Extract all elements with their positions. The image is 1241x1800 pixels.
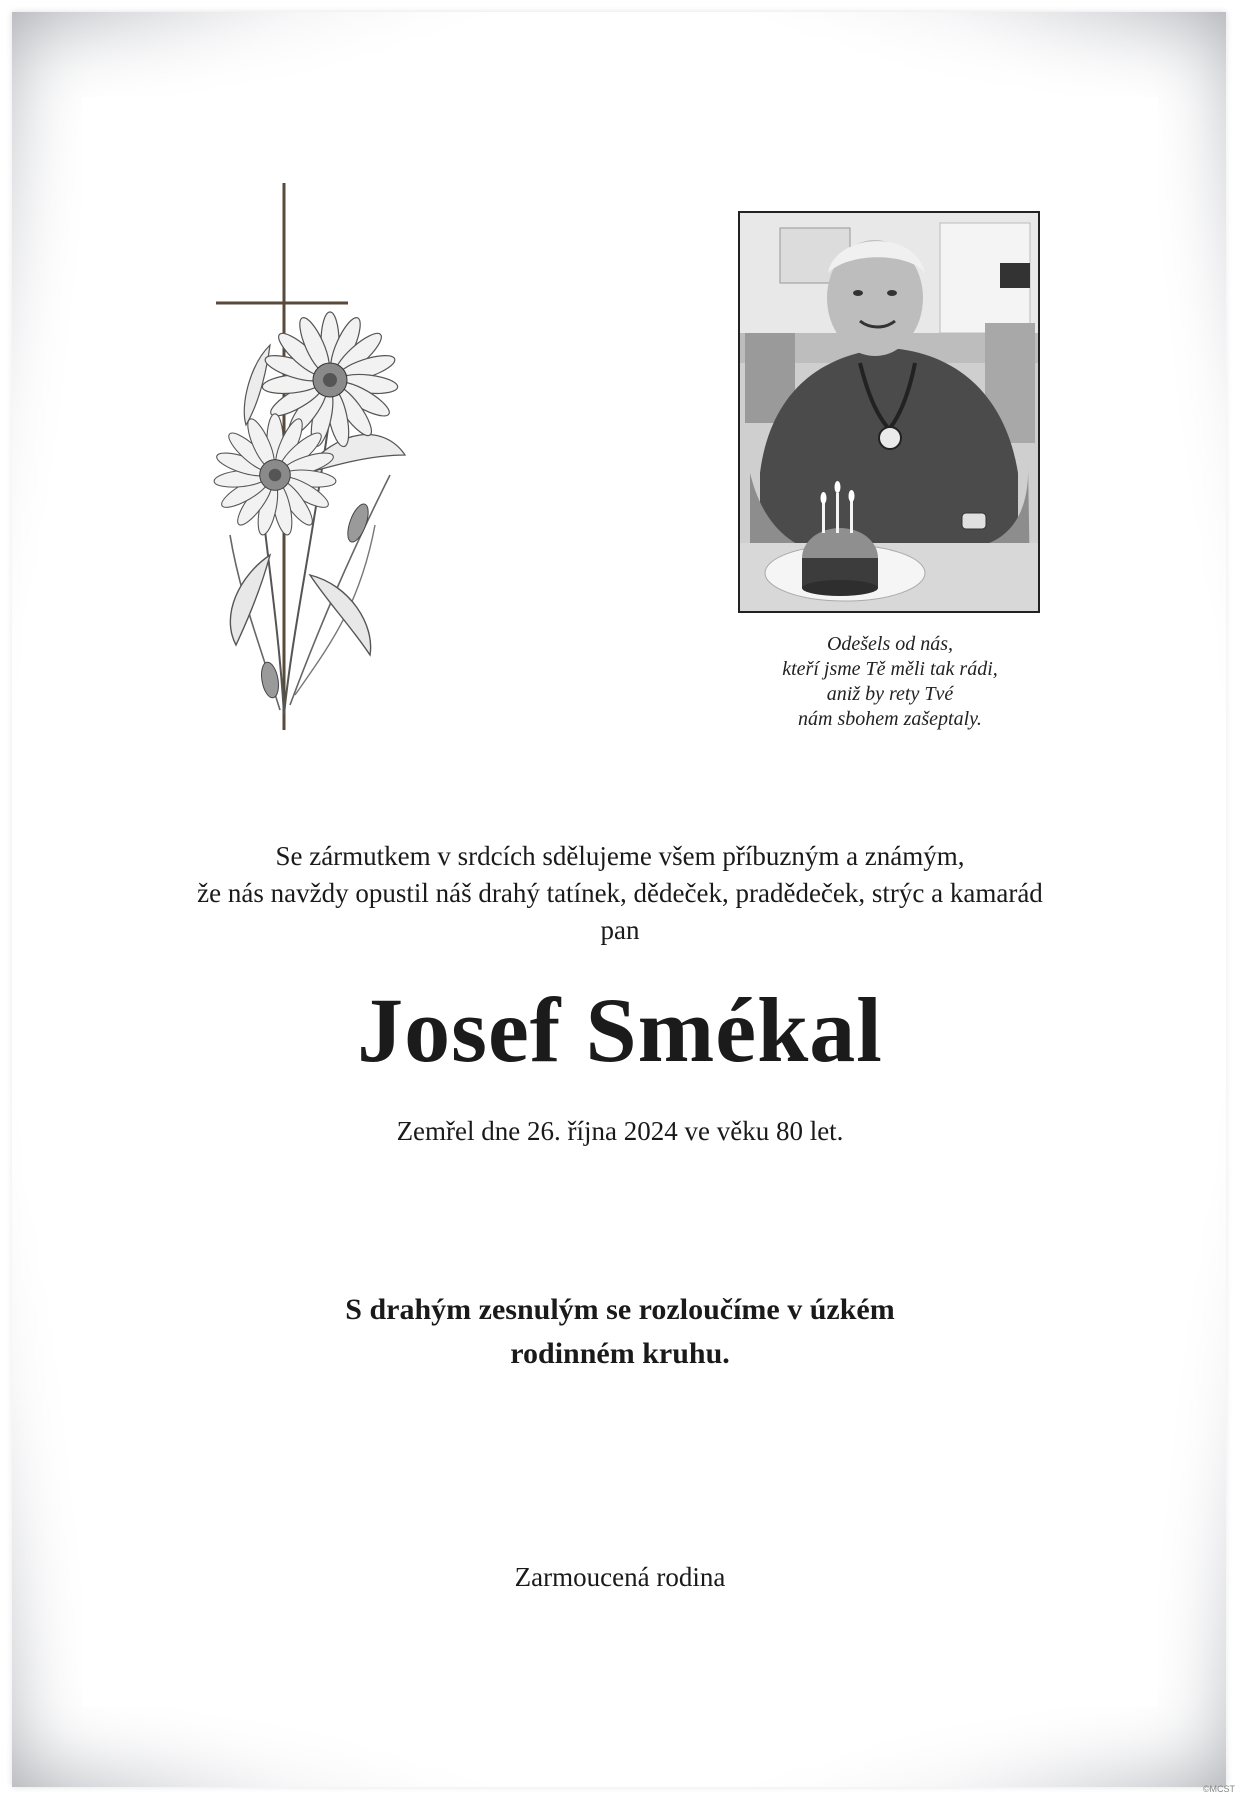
portrait-photo [738,211,1040,613]
farewell-line: S drahým zesnulým se rozloučíme v úzkém [345,1293,895,1326]
announcement-line: Se zármutkem v srdcích sdělujeme všem příbuzným a známým, [275,841,965,871]
announcement-text [120,838,1120,949]
death-note: Zemřel dne 26. října 2024 ve věku 80 let. [396,1116,844,1146]
verse-line: nám sbohem zašeptaly. [798,708,982,730]
watermark: ©MCST [1202,1784,1235,1794]
verse-line: kteří jsme Tě měli tak rádi, [782,658,998,680]
verse-line: Odešels od nás, [826,633,954,655]
memorial-verse [700,632,1080,732]
deceased-name: Josef Smékal [357,979,883,1081]
cross-with-flowers-icon [200,175,440,740]
announcement-line: pan [600,915,640,945]
announcement-line: že nás navždy opustil náš drahý tatínek, dědeček, pradědeček, strýc a kamarád [197,878,1043,908]
farewell-line: rodinném kruhu. [510,1337,730,1370]
farewell-notice [120,1288,1120,1376]
family-signature: Zarmoucená rodina [514,1562,726,1592]
verse-line: aniž by rety Tvé [826,683,954,705]
